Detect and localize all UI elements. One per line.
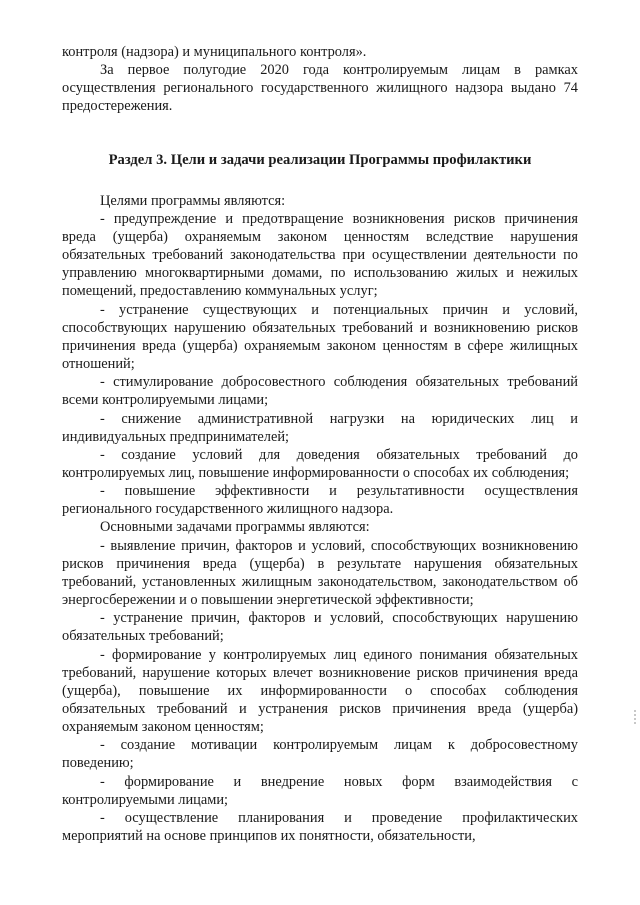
goals-intro: Целями программы являются: <box>100 192 286 209</box>
tasks-intro: Основными задачами программы являются: <box>100 519 370 536</box>
task-item: - формирование у контролируемых лиц единого понимания обязательных требований, нарушение которых влечет возникновение рисков причинения вреда (ущерба), повышение их информированности о способах соблюдения обязательных требований и устранения рисков причинения вреда (ущерба) охраняемым законом ценностям; <box>62 646 578 736</box>
task-item: - осуществление планирования и проведение профилактических мероприятий на основе принципов их понятности, обязательности, <box>62 809 578 845</box>
task-item: - формирование и внедрение новых форм взаимодействия с контролируемыми лицами; <box>62 773 578 808</box>
task-item: - устранение причин, факторов и условий, способствующих нарушению обязательных требований; <box>62 610 578 645</box>
paragraph-continuation: контроля (надзора) и муниципального контроля». <box>62 44 367 60</box>
goal-item: - устранение существующих и потенциальных причин и условий, способствующих нарушению обязательных требований и возникновению рисков причинения вреда (ущерба) охраняемым законом ценностям в сфере жилищных отношений; <box>62 301 578 373</box>
scan-artifact <box>634 710 636 724</box>
paragraph-statistics: За первое полугодие 2020 года контролируемым лицам в рамках осуществления регионального государственного жилищного надзора выдано 74 предостережения. <box>62 62 578 115</box>
goal-item: - стимулирование добросовестного соблюдения обязательных требований всеми контролируемыми лицами; <box>62 374 578 409</box>
task-item: - создание мотивации контролируемым лицам к добросовестному поведению; <box>62 737 578 772</box>
goal-item: - повышение эффективности и результативности осуществления регионального государственного жилищного надзора. <box>62 483 578 518</box>
goal-item: - снижение административной нагрузки на юридических лиц и индивидуальных предпринимателей; <box>62 410 578 445</box>
goal-item: - создание условий для доведения обязательных требований до контролируемых лиц, повышение информированности о способах их соблюдения; <box>62 446 578 481</box>
task-item: - выявление причин, факторов и условий, способствующих возникновению рисков причинения вреда (ущерба) в результате нарушения обязательных требований, установленных жилищным законодательством, законодательством об энергосбережении и о повышении энергетической эффективности; <box>62 537 578 609</box>
section-heading: Раздел 3. Цели и задачи реализации Программы профилактики <box>108 151 532 168</box>
document-page <box>62 43 578 845</box>
goal-item: - предупреждение и предотвращение возникновения рисков причинения вреда (ущерба) охраняемым законом ценностям вследствие нарушения обязательных требований законодательства при осуществлении деятельности по управлению многоквартирными домами, по использованию жилых и нежилых помещений, предоставлению коммунальных услуг; <box>62 210 578 300</box>
